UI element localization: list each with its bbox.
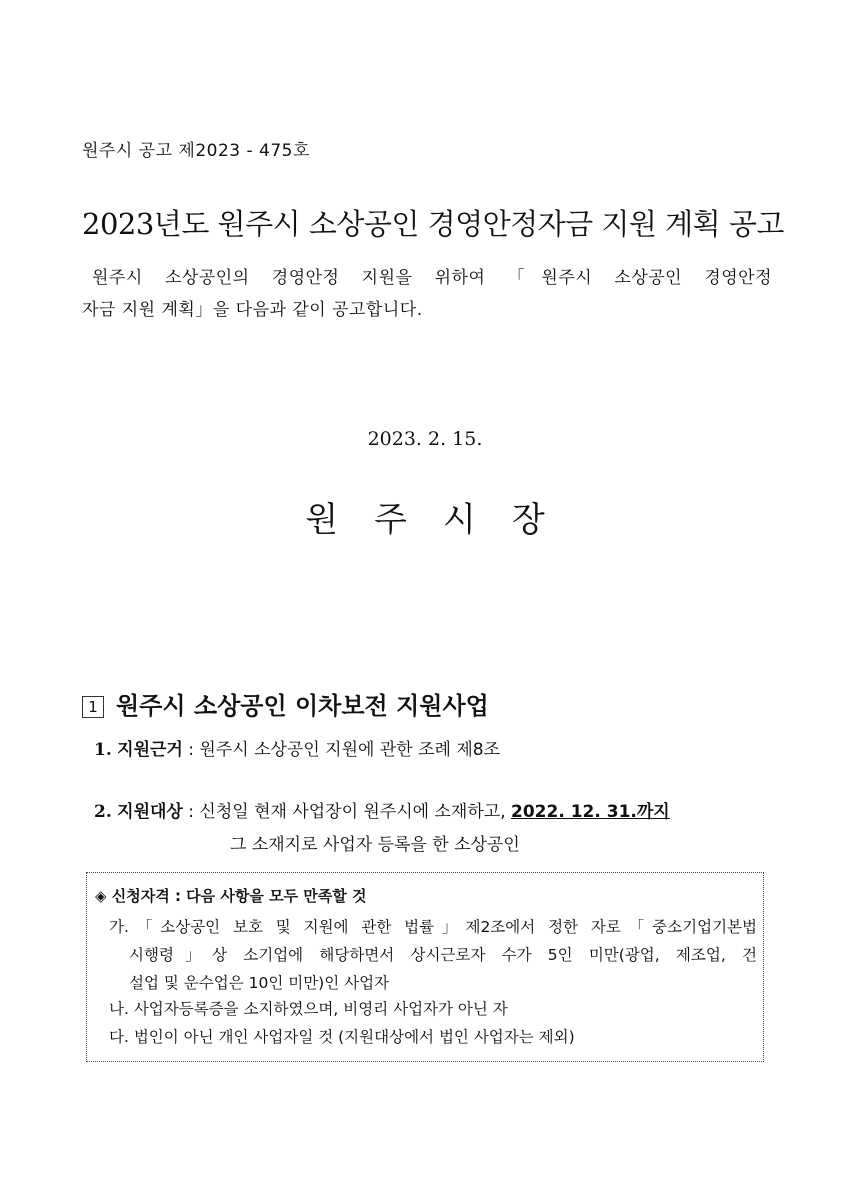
item-key: 지원대상 [117,802,183,822]
item-number: 1. [94,740,112,760]
intro-line-1: 원주시 소상공인의 경영안정 지원을 위하여 「원주시 소상공인 경영안정 [92,268,772,288]
signer: 원주시장 [305,500,581,540]
item-text: 신청일 현재 사업장이 원주시에 소재하고, [199,802,512,822]
item-number: 2. [94,802,112,822]
intro-paragraph [82,262,772,326]
item-deadline: 2022. 12. 31.까지 [511,802,670,822]
document-title: 2023년도 원주시 소상공인 경영안정자금 지원 계획 공고 [82,207,784,241]
diamond-marker-icon: ◈ [95,887,107,905]
item-basis [94,735,500,760]
item-target-continuation: 그 소재지로 사업자 등록을 한 소상공인 [230,835,520,855]
notice-number: 원주시 공고 제2023 - 475호 [82,141,310,161]
item-key: 지원근거 [117,740,183,760]
item-separator: : [182,802,200,822]
item-target [94,797,670,822]
eligibility-line: 가.「소상공인 보호 및 지원에 관한 법률」제2조에서 정한 자로「중소기업기본법 [109,918,757,936]
eligibility-line: 다. 법인이 아닌 개인 사업자일 것 (지원대상에서 법인 사업자는 제외) [109,1028,575,1046]
section-heading [82,686,489,721]
eligibility-heading-text: 신청자격 : 다음 사항을 모두 만족할 것 [111,887,367,905]
item-separator: : [182,740,200,760]
intro-line-2: 자금 지원 계획」을 다음과 같이 공고합니다. [82,300,423,320]
section-title: 원주시 소상공인 이차보전 지원사업 [116,692,489,720]
item-text: 원주시 소상공인 지원에 관한 조례 제8조 [199,740,500,760]
eligibility-heading [95,885,366,906]
eligibility-line: 설업 및 운수업은 10인 미만)인 사업자 [129,974,390,992]
section-number-box: 1 [82,696,104,718]
announcement-date: 2023. 2. 15. [367,428,483,450]
eligibility-line: 시행령」상 소기업에 해당하면서 상시근로자 수가 5인 미만(광업, 제조업, 건 [129,946,757,964]
eligibility-line: 나. 사업자등록증을 소지하였으며, 비영리 사업자가 아닌 자 [109,1000,508,1018]
eligibility-box [86,872,764,1062]
